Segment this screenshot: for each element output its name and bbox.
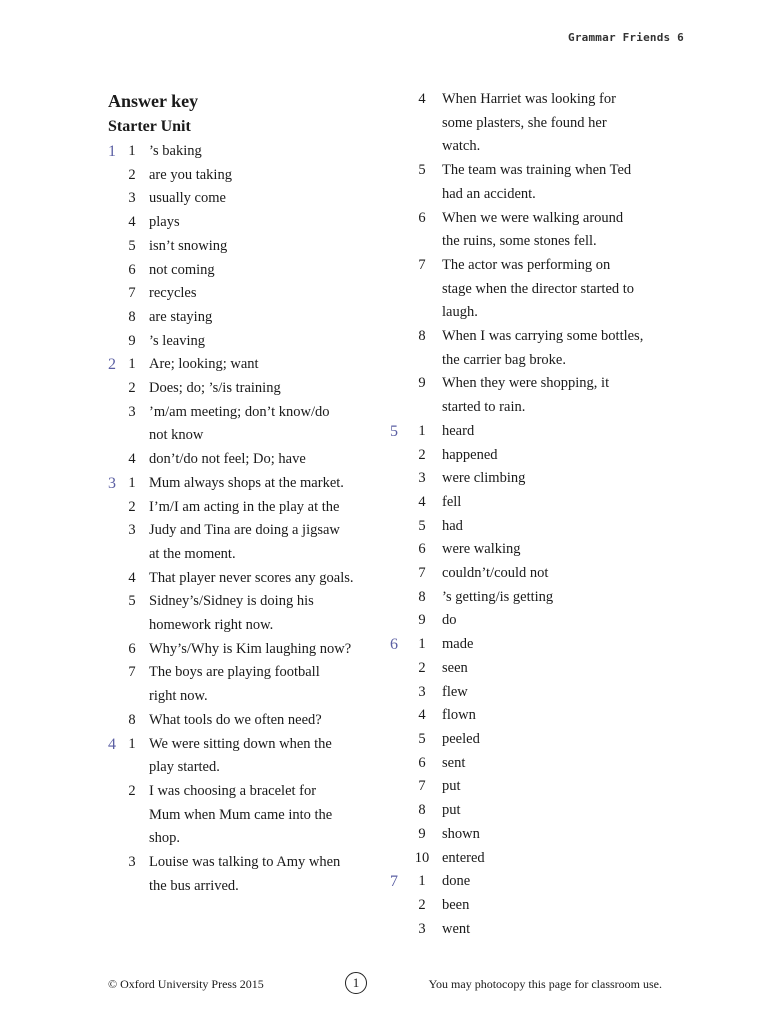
item-number: 3 <box>128 190 136 207</box>
answer-line <box>390 183 670 207</box>
answer-line <box>390 681 670 705</box>
answer-line <box>390 775 670 799</box>
answer-text: usually come <box>149 190 226 207</box>
exercise-number: 2 <box>108 356 116 374</box>
item-number: 3 <box>418 920 426 937</box>
answer-text: ’s getting/is getting <box>442 588 554 605</box>
answer-text: Mum when Mum came into the <box>149 806 333 823</box>
answer-text: flown <box>442 707 476 724</box>
item-number: 4 <box>418 91 426 107</box>
answer-line <box>390 562 670 586</box>
answer-line <box>390 112 670 136</box>
item-number: 4 <box>128 451 136 468</box>
answer-line <box>390 609 670 633</box>
item-number: 5 <box>128 593 136 610</box>
item-number: 6 <box>418 209 426 226</box>
answer-text: started to rain. <box>442 399 526 416</box>
page-number: 1 <box>345 972 367 994</box>
answer-text: fell <box>442 493 462 510</box>
answer-text: put <box>442 802 461 819</box>
answer-text: We were sitting down when the <box>149 735 332 752</box>
exercise-number <box>108 259 121 283</box>
answer-text: went <box>442 920 471 937</box>
unit-heading: Starter Unit <box>108 118 191 135</box>
exercise-number <box>390 562 408 586</box>
item-number <box>121 875 143 899</box>
exercise-number <box>108 306 121 330</box>
answer-text: put <box>442 778 461 795</box>
exercise-number <box>390 894 408 918</box>
item-number: 2 <box>128 380 136 397</box>
answer-line <box>108 353 378 377</box>
item-number: 3 <box>418 683 426 700</box>
item-number <box>408 112 436 136</box>
answer-text: not coming <box>149 261 215 278</box>
answer-text: peeled <box>442 730 480 747</box>
answer-line <box>390 207 670 231</box>
answer-line <box>390 230 670 254</box>
exercise-number <box>390 704 408 728</box>
exercise-number <box>108 519 121 543</box>
answer-text: When we were walking around <box>442 209 624 226</box>
exercise-number <box>390 491 408 515</box>
item-number <box>121 756 143 780</box>
answer-line <box>390 870 670 894</box>
answer-line <box>108 709 378 733</box>
exercise-number <box>108 851 121 875</box>
answer-text: Judy and Tina are doing a jigsaw <box>149 522 340 539</box>
answer-line <box>390 847 670 871</box>
exercise-number <box>390 752 408 776</box>
exercise-number <box>108 709 121 733</box>
answer-line <box>390 278 670 302</box>
answer-line <box>390 704 670 728</box>
answer-line <box>108 543 378 567</box>
exercise-number <box>108 780 121 804</box>
exercise-number <box>390 207 408 231</box>
exercise-number <box>390 301 408 325</box>
answer-text: plays <box>149 214 180 231</box>
answer-line <box>108 164 378 188</box>
answer-text: Mum always shops at the market. <box>149 474 344 491</box>
answer-text: That player never scores any goals. <box>149 569 354 586</box>
exercise-number <box>390 396 408 420</box>
answer-line <box>390 444 670 468</box>
exercise-number <box>108 235 121 259</box>
exercise-number <box>108 211 121 235</box>
answer-line <box>108 496 378 520</box>
item-number <box>121 685 143 709</box>
answer-text: not know <box>149 427 204 444</box>
item-number: 4 <box>418 707 426 724</box>
item-number: 1 <box>418 873 426 890</box>
answer-line <box>108 282 378 306</box>
answer-line <box>108 614 378 638</box>
answer-text: ’s baking <box>149 143 202 159</box>
item-number: 10 <box>414 849 430 866</box>
answer-line <box>108 661 378 685</box>
exercise-number <box>390 515 408 539</box>
answer-text: flew <box>442 683 468 700</box>
exercise-number <box>108 164 121 188</box>
answer-line <box>108 638 378 662</box>
exercise-number <box>108 330 121 354</box>
exercise-number <box>390 681 408 705</box>
answer-text: had <box>442 517 463 534</box>
answer-line <box>108 211 378 235</box>
page-title: Answer key <box>108 91 199 111</box>
answer-text: Are; looking; want <box>149 356 259 373</box>
item-number: 4 <box>418 493 426 510</box>
item-number <box>408 135 436 159</box>
exercise-number: 1 <box>108 143 116 160</box>
answer-text: When Harriet was looking for <box>442 91 616 107</box>
answer-line <box>390 325 670 349</box>
exercise-number <box>390 467 408 491</box>
item-number: 2 <box>418 659 426 676</box>
exercise-number <box>390 609 408 633</box>
answer-line <box>390 633 670 657</box>
item-number: 3 <box>418 470 426 487</box>
exercise-number <box>390 728 408 752</box>
exercise-number <box>108 827 121 851</box>
item-number: 5 <box>128 237 136 254</box>
answer-text: were climbing <box>442 470 526 487</box>
answer-text: The boys are playing football <box>149 664 320 681</box>
item-number: 5 <box>418 517 426 534</box>
answer-line <box>390 491 670 515</box>
exercise-number <box>108 756 121 780</box>
item-number: 8 <box>418 328 426 345</box>
answer-line <box>108 424 378 448</box>
answer-text: watch. <box>442 138 481 155</box>
answer-line <box>390 372 670 396</box>
item-number: 2 <box>418 896 426 913</box>
item-number: 3 <box>128 854 136 871</box>
exercise-number <box>108 614 121 638</box>
item-number: 6 <box>418 541 426 558</box>
item-number: 8 <box>128 711 136 728</box>
answer-text: shop. <box>149 830 181 847</box>
item-number: 7 <box>128 285 136 302</box>
answer-text: sent <box>442 754 466 771</box>
answer-line <box>390 894 670 918</box>
answer-text: When they were shopping, it <box>442 375 610 392</box>
answer-text: Louise was talking to Amy when <box>149 854 341 871</box>
answer-text: The team was training when Ted <box>442 162 632 179</box>
answer-text: ’m/am meeting; don’t know/do <box>149 403 330 420</box>
exercise-number <box>108 496 121 520</box>
answer-list-right <box>390 88 670 941</box>
book-title-header: Grammar Friends 6 <box>568 31 684 44</box>
answer-text: seen <box>442 659 468 676</box>
answer-line <box>108 448 378 472</box>
answer-text: Sidney’s/Sidney is doing his <box>149 593 314 610</box>
answer-text: The actor was performing on <box>442 256 611 273</box>
answer-text: couldn’t/could not <box>442 565 549 582</box>
answer-line <box>390 728 670 752</box>
item-number: 8 <box>128 308 136 325</box>
answer-text: at the moment. <box>149 545 236 562</box>
answer-line <box>390 823 670 847</box>
exercise-number <box>390 799 408 823</box>
exercise-number <box>108 401 121 425</box>
answer-line <box>108 140 378 164</box>
answer-line <box>108 377 378 401</box>
answer-line <box>108 590 378 614</box>
item-number: 6 <box>128 640 136 657</box>
exercise-number <box>108 590 121 614</box>
item-number: 5 <box>418 730 426 747</box>
item-number <box>408 278 436 302</box>
answer-text: homework right now. <box>149 617 274 634</box>
answer-text: recycles <box>149 285 197 302</box>
exercise-number: 4 <box>108 735 116 753</box>
answer-line <box>390 467 670 491</box>
exercise-number <box>390 278 408 302</box>
answer-text: some plasters, she found her <box>442 114 607 131</box>
item-number <box>408 301 436 325</box>
exercise-number <box>390 657 408 681</box>
answer-line <box>390 396 670 420</box>
answer-line <box>108 306 378 330</box>
exercise-number <box>108 187 121 211</box>
item-number: 7 <box>128 664 136 681</box>
exercise-number <box>390 918 408 942</box>
exercise-number <box>390 254 408 278</box>
item-number: 9 <box>418 375 426 392</box>
answer-line <box>108 827 378 851</box>
item-number: 7 <box>418 256 426 273</box>
exercise-number <box>390 775 408 799</box>
answer-line <box>390 159 670 183</box>
answer-text: are you taking <box>149 166 232 183</box>
answer-line <box>108 780 378 804</box>
answer-line <box>390 799 670 823</box>
item-number <box>121 614 143 638</box>
exercise-number <box>390 349 408 373</box>
answer-line <box>108 851 378 875</box>
answer-list-left <box>108 140 378 899</box>
exercise-number <box>390 444 408 468</box>
answer-text: do <box>442 612 457 629</box>
answer-line <box>108 804 378 828</box>
exercise-number: 5 <box>390 422 398 440</box>
answer-text: the carrier bag broke. <box>442 351 566 368</box>
answer-line <box>108 187 378 211</box>
item-number <box>408 396 436 420</box>
exercise-number <box>390 538 408 562</box>
exercise-number: 3 <box>108 474 116 492</box>
item-number: 1 <box>128 474 136 491</box>
answer-line <box>108 519 378 543</box>
exercise-number <box>108 804 121 828</box>
answer-line <box>390 254 670 278</box>
answer-line <box>390 657 670 681</box>
answer-line <box>390 301 670 325</box>
item-number: 7 <box>418 778 426 795</box>
answer-text: had an accident. <box>442 185 536 202</box>
answer-line <box>390 420 670 444</box>
photocopy-notice: You may photocopy this page for classroom use. <box>428 976 662 991</box>
answer-text: were walking <box>442 541 521 558</box>
exercise-number: 6 <box>390 636 398 654</box>
exercise-number <box>390 159 408 183</box>
answer-line <box>390 88 670 112</box>
item-number <box>121 543 143 567</box>
item-number: 2 <box>418 446 426 463</box>
item-number: 9 <box>418 612 426 629</box>
answer-text: play started. <box>149 759 220 776</box>
answer-text: the ruins, some stones fell. <box>442 233 597 250</box>
answer-line <box>390 349 670 373</box>
item-number: 1 <box>128 735 136 752</box>
item-number: 1 <box>128 356 136 373</box>
item-number: 4 <box>128 214 136 231</box>
answer-line <box>390 515 670 539</box>
exercise-number <box>108 638 121 662</box>
exercise-number <box>390 230 408 254</box>
exercise-number <box>390 847 408 871</box>
answer-line <box>108 567 378 591</box>
item-number: 9 <box>418 825 426 842</box>
exercise-number <box>108 377 121 401</box>
answer-column-right <box>390 88 670 941</box>
exercise-number <box>390 586 408 610</box>
answer-text: are staying <box>149 308 213 325</box>
answer-line <box>390 752 670 776</box>
item-number: 8 <box>418 588 426 605</box>
answer-text: the bus arrived. <box>149 877 239 894</box>
exercise-number <box>390 88 408 112</box>
exercise-number: 7 <box>390 873 398 891</box>
answer-text: I’m/I am acting in the play at the <box>149 498 340 515</box>
answer-line <box>108 875 378 899</box>
copyright-notice: © Oxford University Press 2015 <box>108 976 264 991</box>
answer-text: entered <box>442 849 485 866</box>
answer-text: right now. <box>149 688 208 705</box>
exercise-number <box>108 424 121 448</box>
exercise-number <box>390 823 408 847</box>
item-number <box>121 424 143 448</box>
exercise-number <box>108 685 121 709</box>
answer-line <box>108 733 378 757</box>
answer-text: don’t/do not feel; Do; have <box>149 451 306 468</box>
exercise-number <box>108 543 121 567</box>
answer-line <box>108 401 378 425</box>
exercise-number <box>390 325 408 349</box>
item-number <box>408 183 436 207</box>
item-number: 7 <box>418 565 426 582</box>
item-number <box>121 827 143 851</box>
item-number <box>408 349 436 373</box>
answer-text: done <box>442 873 471 890</box>
exercise-number <box>108 448 121 472</box>
item-number: 2 <box>128 166 136 183</box>
item-number <box>121 804 143 828</box>
answer-line <box>390 918 670 942</box>
exercise-number <box>390 135 408 159</box>
answer-line <box>108 685 378 709</box>
exercise-number <box>108 567 121 591</box>
exercise-number <box>390 183 408 207</box>
exercise-number <box>390 112 408 136</box>
item-number: 6 <box>418 754 426 771</box>
answer-text: made <box>442 636 474 653</box>
answer-text: Does; do; ’s/is training <box>149 380 281 397</box>
item-number: 4 <box>128 569 136 586</box>
item-number: 9 <box>128 332 136 349</box>
item-number: 2 <box>128 498 136 515</box>
answer-text: happened <box>442 446 498 463</box>
answer-text: isn’t snowing <box>149 237 228 254</box>
item-number: 5 <box>418 162 426 179</box>
answer-text: When I was carrying some bottles, <box>442 328 644 345</box>
item-number: 1 <box>418 636 426 653</box>
exercise-number <box>390 372 408 396</box>
item-number: 3 <box>128 403 136 420</box>
item-number: 1 <box>128 143 136 159</box>
answer-text: laugh. <box>442 304 478 321</box>
answer-line <box>108 756 378 780</box>
answer-text: been <box>442 896 470 913</box>
answer-text: I was choosing a bracelet for <box>149 782 317 799</box>
answer-column-left <box>108 88 378 899</box>
answer-text: heard <box>442 422 475 439</box>
answer-text: stage when the director started to <box>442 280 635 297</box>
exercise-number <box>108 875 121 899</box>
item-number <box>408 230 436 254</box>
answer-line <box>108 235 378 259</box>
page-footer <box>108 972 662 996</box>
answer-text: Why’s/Why is Kim laughing now? <box>149 640 352 657</box>
exercise-number <box>108 661 121 685</box>
item-number: 8 <box>418 802 426 819</box>
answer-line <box>108 472 378 496</box>
item-number: 3 <box>128 522 136 539</box>
answer-line <box>390 586 670 610</box>
answer-line <box>390 538 670 562</box>
answer-text: ’s leaving <box>149 332 205 349</box>
answer-text: What tools do we often need? <box>149 711 322 728</box>
answer-line <box>390 135 670 159</box>
answer-line <box>108 259 378 283</box>
answer-text: shown <box>442 825 480 842</box>
item-number: 6 <box>128 261 136 278</box>
exercise-number <box>108 282 121 306</box>
item-number: 2 <box>128 782 136 799</box>
answer-line <box>108 330 378 354</box>
item-number: 1 <box>418 422 426 439</box>
